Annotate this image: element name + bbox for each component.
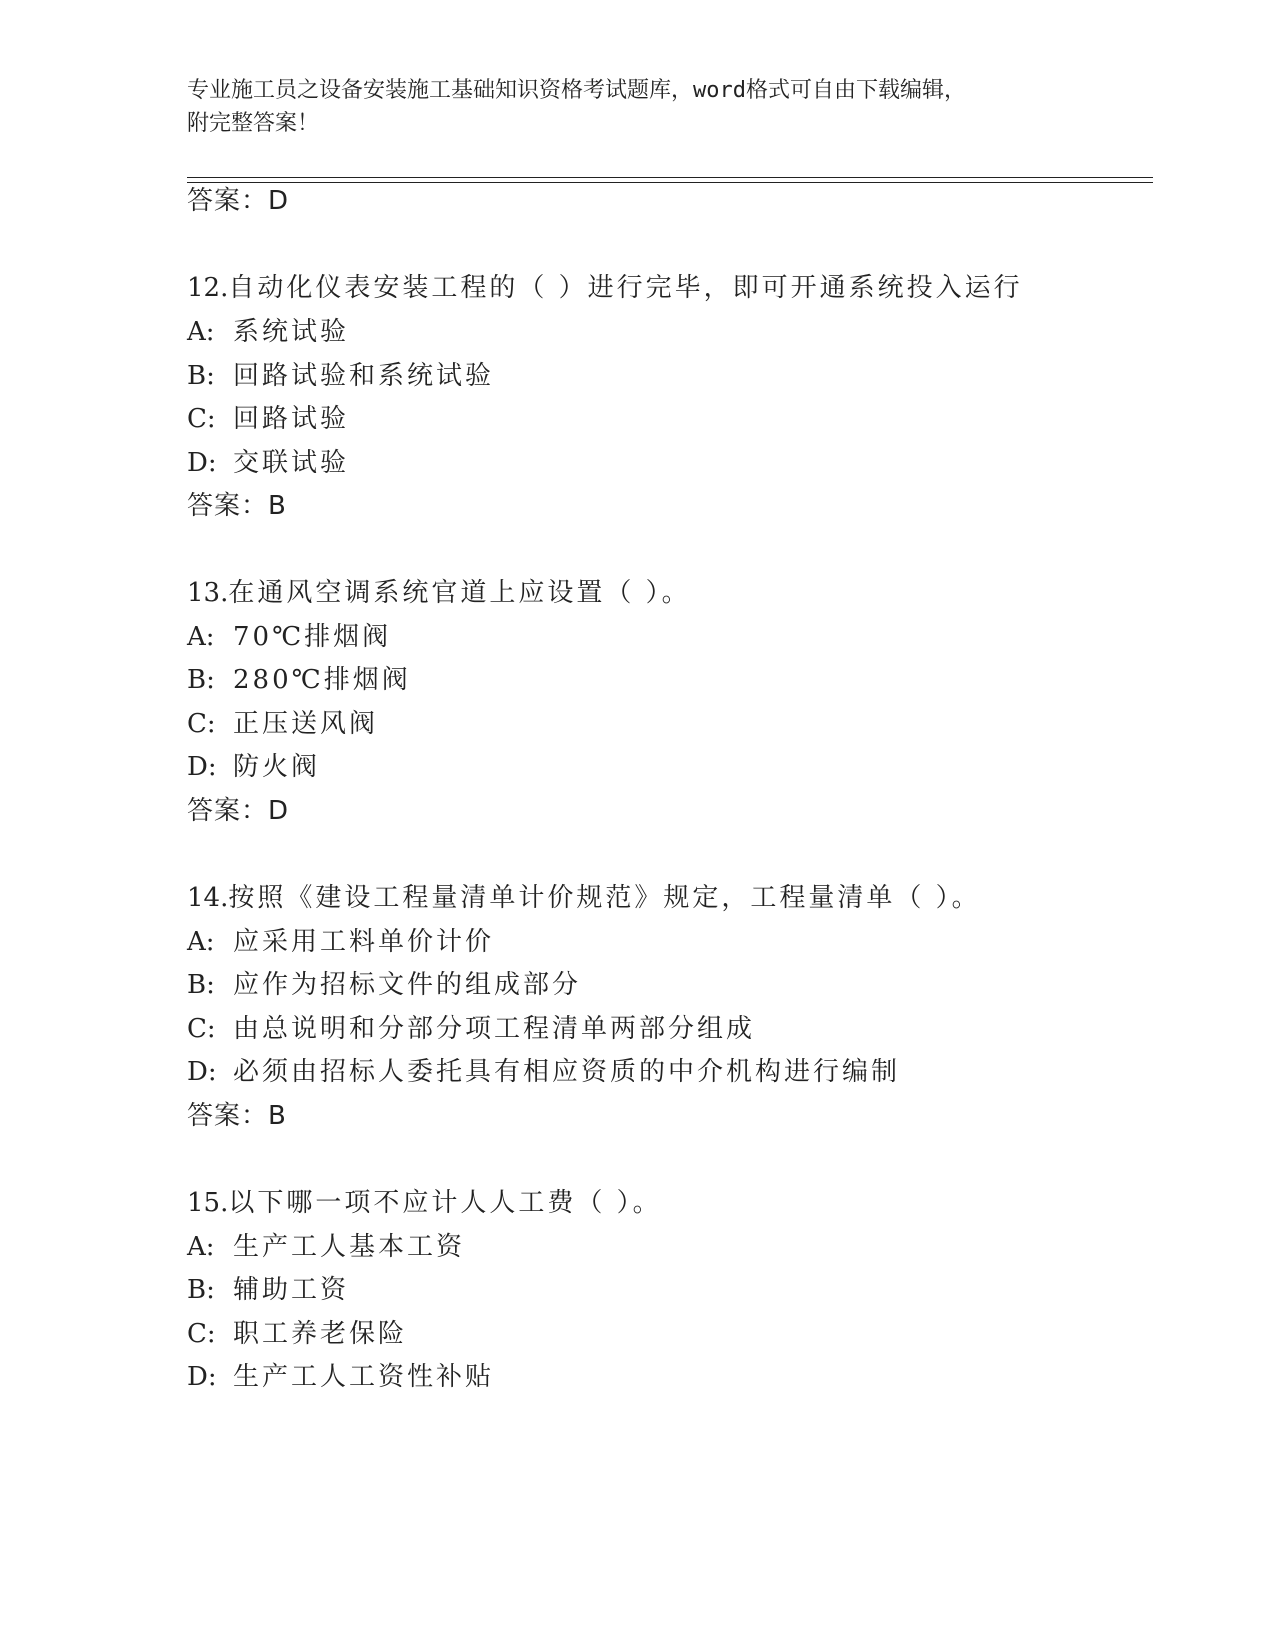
question-12-option-b bbox=[187, 359, 494, 393]
option-text: 70℃排烟阀 bbox=[233, 622, 392, 652]
option-text: 回路试验和系统试验 bbox=[233, 361, 495, 391]
question-text: 以下哪一项不应计人人工费（ ）。 bbox=[228, 1188, 662, 1218]
question-15-stem bbox=[187, 1186, 662, 1220]
question-text: 在通风空调系统官道上应设置（ ）。 bbox=[228, 578, 691, 608]
question-15-option-d bbox=[187, 1360, 494, 1394]
option-text: 正压送风阀 bbox=[233, 709, 379, 739]
question-13-option-b bbox=[187, 663, 411, 697]
option-text: 回路试验 bbox=[233, 404, 350, 434]
option-letter: B: bbox=[187, 361, 215, 391]
question-12-option-a bbox=[187, 315, 349, 349]
option-text: 280℃排烟阀 bbox=[233, 665, 411, 695]
option-letter: A: bbox=[187, 927, 215, 957]
question-text: 自动化仪表安装工程的（ ）进行完毕，即可开通系统投入运行 bbox=[228, 273, 1023, 303]
question-14-option-a bbox=[187, 925, 494, 959]
question-13-stem bbox=[187, 576, 691, 610]
option-text: 应采用工料单价计价 bbox=[233, 927, 495, 957]
question-number: 12. bbox=[187, 273, 229, 303]
option-text: 职工养老保险 bbox=[233, 1319, 408, 1349]
option-letter: A: bbox=[187, 317, 215, 347]
option-letter: C: bbox=[187, 1319, 216, 1349]
option-text: 由总说明和分部分项工程清单两部分组成 bbox=[233, 1014, 756, 1044]
option-letter: B: bbox=[187, 970, 215, 1000]
question-13-option-d bbox=[187, 750, 320, 784]
document-header bbox=[187, 74, 1087, 140]
option-letter: D: bbox=[187, 1057, 217, 1087]
question-text: 按照《建设工程量清单计价规范》规定，工程量清单（ ）。 bbox=[228, 883, 981, 913]
header-divider-top bbox=[187, 177, 1153, 178]
question-15-option-a bbox=[187, 1230, 465, 1264]
header-line-2: 附完整答案！ bbox=[187, 111, 320, 136]
option-text: 生产工人基本工资 bbox=[233, 1232, 466, 1262]
option-letter: D: bbox=[187, 448, 217, 478]
question-12-option-d bbox=[187, 446, 349, 480]
option-text: 应作为招标文件的组成部分 bbox=[233, 970, 582, 1000]
question-15-option-c bbox=[187, 1317, 407, 1351]
option-text: 防火阀 bbox=[233, 752, 321, 782]
question-14-option-d bbox=[187, 1055, 900, 1089]
question-number: 13. bbox=[187, 578, 229, 608]
option-text: 必须由招标人委托具有相应资质的中介机构进行编制 bbox=[233, 1057, 901, 1087]
option-letter: B: bbox=[187, 1275, 215, 1305]
question-12-option-c bbox=[187, 402, 349, 436]
question-12-answer: 答案：B bbox=[187, 491, 287, 521]
question-number: 14. bbox=[187, 883, 229, 913]
header-line-1: 专业施工员之设备安装施工基础知识资格考试题库，word格式可自由下载编辑， bbox=[187, 78, 966, 103]
previous-answer: 答案：D bbox=[187, 186, 290, 216]
question-14-option-c bbox=[187, 1012, 755, 1046]
option-text: 辅助工资 bbox=[233, 1275, 350, 1305]
option-letter: C: bbox=[187, 1014, 216, 1044]
option-text: 系统试验 bbox=[233, 317, 350, 347]
question-14-stem bbox=[187, 881, 981, 915]
question-13-answer: 答案：D bbox=[187, 796, 290, 826]
question-14-option-b bbox=[187, 968, 581, 1002]
question-13-option-c bbox=[187, 707, 378, 741]
option-text: 交联试验 bbox=[233, 448, 350, 478]
option-letter: D: bbox=[187, 1362, 217, 1392]
option-letter: C: bbox=[187, 404, 216, 434]
header-divider-bottom bbox=[187, 182, 1153, 183]
option-text: 生产工人工资性补贴 bbox=[233, 1362, 495, 1392]
option-letter: A: bbox=[187, 622, 215, 652]
question-15-option-b bbox=[187, 1273, 349, 1307]
question-13-option-a bbox=[187, 620, 391, 654]
question-number: 15. bbox=[187, 1188, 229, 1218]
option-letter: A: bbox=[187, 1232, 215, 1262]
question-14-answer: 答案：B bbox=[187, 1101, 287, 1131]
option-letter: C: bbox=[187, 709, 216, 739]
question-12-stem bbox=[187, 271, 1023, 305]
option-letter: B: bbox=[187, 665, 215, 695]
option-letter: D: bbox=[187, 752, 217, 782]
